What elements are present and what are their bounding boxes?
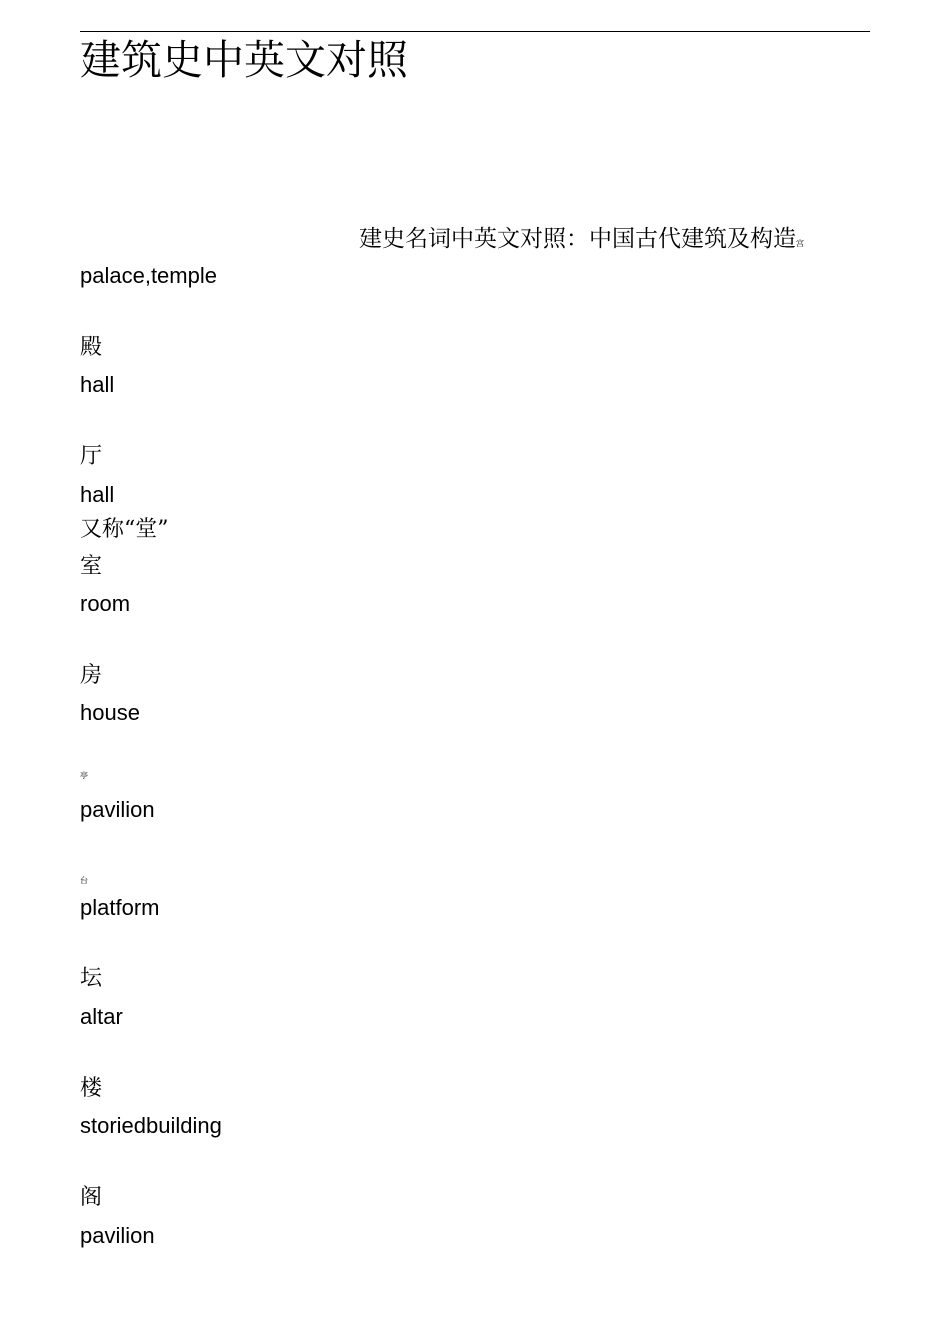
- subtitle-text: 建史名词中英文对照：中国古代建筑及构造: [359, 226, 796, 252]
- term-chinese: 厅: [80, 444, 103, 469]
- term-english: hall: [80, 372, 115, 397]
- term-english: house: [80, 700, 140, 725]
- term-english: pavilion: [80, 1223, 155, 1248]
- term-english: altar: [80, 1004, 123, 1029]
- term-chinese: 楼: [80, 1076, 103, 1101]
- term-note: 又称“堂”: [80, 517, 169, 542]
- term-english: palace,temple: [80, 263, 217, 288]
- term-chinese: 阁: [80, 1185, 103, 1210]
- header-rule: [80, 31, 870, 32]
- term-english: pavilion: [80, 797, 155, 822]
- document-subtitle: [359, 224, 804, 254]
- term-chinese: 坛: [80, 966, 103, 991]
- term-english: storiedbuilding: [80, 1113, 222, 1138]
- term-english: hall: [80, 482, 115, 507]
- term-chinese: 台: [80, 876, 88, 885]
- term-chinese: 殿: [80, 335, 103, 360]
- term-english: platform: [80, 895, 160, 920]
- term-english: room: [80, 591, 131, 616]
- term-chinese: 亭: [80, 771, 88, 780]
- subtitle-trailing-char: 宫: [796, 239, 804, 248]
- term-chinese: 室: [80, 554, 103, 579]
- document-title: 建筑史中英文对照: [80, 36, 408, 84]
- term-chinese: 房: [80, 663, 103, 688]
